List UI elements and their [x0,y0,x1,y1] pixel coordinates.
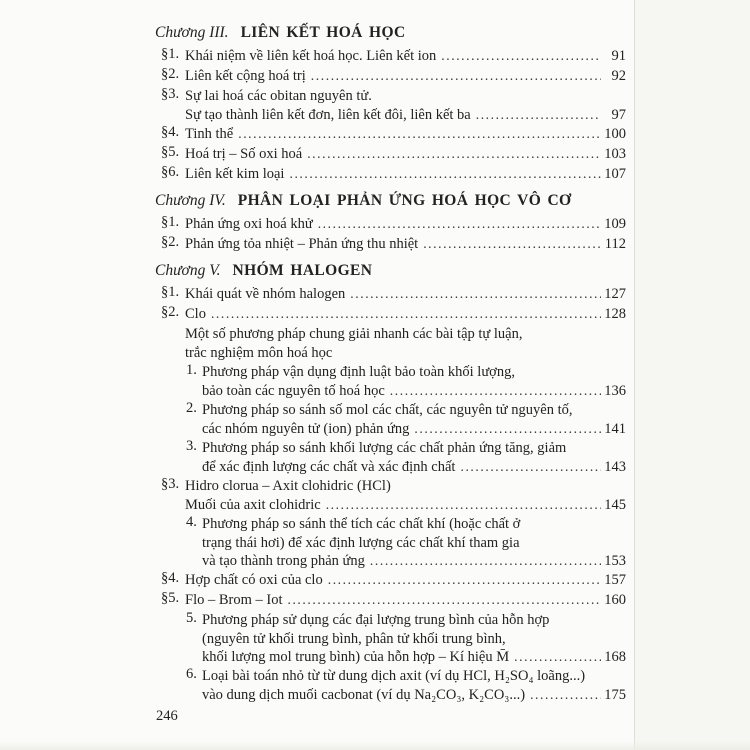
entry-last-line [185,214,626,234]
entry-body [202,666,626,704]
entry-text: Phương pháp vận dụng định luật bảo toàn khối lượng, [202,364,515,380]
entry-body [185,570,626,590]
entry-page-number: 157 [604,572,626,588]
entry-page-number: 168 [604,649,626,665]
entry-body [185,304,626,324]
entry-text: Phản ứng tỏa nhiệt – Phản ứng thu nhiệt [185,236,419,252]
entry-body [202,400,626,438]
section-label: §1. [161,284,180,300]
entry-text: Phương pháp sử dụng các đại lượng trung bình của hỗn hợp [202,612,550,628]
entry-last-line [185,234,626,254]
entry-last-line [202,552,626,570]
chapter-title: NHÓM HALOGEN [232,262,373,279]
dot-leader [311,66,601,86]
toc-chapter-heading [155,189,626,213]
toc-entry [153,590,626,610]
dot-leader [328,570,601,590]
entry-text: các nhóm nguyên tử (ion) phản ứng [202,421,410,437]
entry-body [185,284,626,304]
entry-text: Phương pháp so sánh khối lượng các chất phản ứng tăng, giảm [202,440,567,456]
entry-text: Hidro clorua – Axit clohidric (HCl) [185,478,391,494]
item-number: 1. [186,362,197,378]
entry-page-number: 103 [604,146,626,162]
entry-text: và tạo thành trong phản ứng [202,553,365,569]
toc-entry [153,66,626,86]
entry-page-number: 92 [611,68,626,84]
toc-entry [153,476,626,514]
entry-page-number: 97 [611,107,626,123]
entry-body [185,164,626,184]
dot-leader [318,214,601,234]
dot-leader [370,552,601,570]
entry-text: (nguyên tử khối trung bình, phân tử khối trung bình, [202,631,506,647]
entry-last-line [202,686,626,704]
section-label: §3. [161,476,180,492]
section-label: §2. [161,304,180,320]
entry-last-line [202,420,626,438]
entry-body [185,86,626,124]
entry-text: bảo toàn các nguyên tố hoá học [202,383,385,399]
entry-last-line [185,164,626,184]
entry-body [185,124,626,144]
entry-page-number: 127 [604,286,626,302]
section-label: §5. [161,144,180,160]
dot-leader [350,284,601,304]
section-label: §5. [161,590,180,606]
entry-page-number: 109 [604,216,626,232]
dot-leader [441,46,601,66]
entry-text: khối lượng mol trung bình) của hỗn hợp – Kí hiệu M̄ [202,649,510,665]
toc-entry [153,666,626,704]
entry-page-number: 143 [604,459,626,475]
entry-body [202,438,626,476]
toc-entry [153,400,626,438]
entry-last-line [185,570,626,590]
chapter-title: PHÂN LOẠI PHẢN ỨNG HOÁ HỌC VÔ CƠ [237,192,572,209]
entry-text: Muối của axit clohidric [185,497,321,513]
toc-entry [153,46,626,66]
chapter-title: LIÊN KẾT HOÁ HỌC [240,24,406,41]
entry-last-line [185,106,626,124]
toc-entry [153,234,626,254]
entry-last-line [185,144,626,164]
entry-body [185,214,626,234]
entry-page-number: 153 [604,553,626,569]
entry-body [202,610,626,666]
section-label: §2. [161,234,180,250]
toc-entry [153,124,626,144]
item-number: 6. [186,666,197,682]
entry-body [185,590,626,610]
item-number: 4. [186,514,197,530]
entry-page-number: 160 [604,592,626,608]
dot-leader [238,124,601,144]
toc-chapter-heading [155,259,626,283]
entry-page-number: 145 [604,497,626,513]
entry-text: Khái quát về nhóm halogen [185,286,346,302]
item-number: 2. [186,400,197,416]
entry-text: Hoá trị – Số oxi hoá [185,146,303,162]
entry-text: Clo [185,306,206,322]
toc-entry [153,86,626,124]
entry-last-line [202,458,626,476]
section-label: §1. [161,214,180,230]
entry-text: để xác định lượng các chất và xác định chất [202,459,456,475]
toc-chapter-heading [155,21,626,45]
entry-text: Phản ứng oxi hoá khử [185,216,313,232]
dot-leader [414,420,601,438]
entry-last-line [202,648,626,666]
toc-entry [153,514,626,570]
entry-last-line [185,284,626,304]
entry-text: trạng thái hơi) để xác định lượng các chất khí tham gia [202,535,520,551]
entry-text: Sự lai hoá các obitan nguyên tử. [185,88,372,104]
chapter-label: Chương V. [155,262,221,279]
page-bottom-shadow [0,741,750,750]
entry-text: Hợp chất có oxi của clo [185,572,323,588]
entry-text: Một số phương pháp chung giải nhanh các bài tập tự luận, [185,326,523,342]
section-label: §2. [161,66,180,82]
entry-page-number: 141 [604,421,626,437]
dot-leader [211,304,601,324]
entry-body [185,46,626,66]
dot-leader [514,648,601,666]
entry-text: Phương pháp so sánh số mol các chất, các nguyên tử nguyên tố, [202,402,573,418]
entry-text: Liên kết cộng hoá trị [185,68,306,84]
dot-leader [307,144,601,164]
entry-page-number: 107 [604,166,626,182]
chapter-label: Chương IV. [155,192,226,209]
entry-last-line [202,382,626,400]
toc-entry [153,324,626,362]
toc-entry [153,304,626,324]
entry-page-number: 100 [604,126,626,142]
entry-text: vào dung dịch muối cacbonat (ví dụ Na₂CO₃, K₂CO₃...) [202,687,526,703]
entry-text: Flo – Brom – Iot [185,592,283,608]
page-number: 246 [156,708,178,724]
entry-text: Liên kết kim loại [185,166,285,182]
dot-leader [460,458,601,476]
entry-last-line [185,46,626,66]
item-number: 5. [186,610,197,626]
dot-leader [530,686,601,704]
toc-entry [153,214,626,234]
section-label: §1. [161,46,180,62]
toc-entry [153,610,626,666]
item-number: 3. [186,438,197,454]
toc-entry [153,362,626,400]
entry-last-line [185,590,626,610]
entry-last-line [185,124,626,144]
entry-body [185,476,626,514]
entry-text: Phương pháp so sánh thể tích các chất khí (hoặc chất ở [202,516,521,532]
dot-leader [287,590,601,610]
section-label: §4. [161,124,180,140]
chapter-label: Chương III. [155,24,229,41]
entry-body [185,144,626,164]
entry-last-line [185,496,626,514]
entry-page-number: 112 [604,236,626,252]
entry-body [202,514,626,570]
dot-leader [326,496,601,514]
entry-page-number: 128 [604,306,626,322]
entry-body [185,66,626,86]
entry-text: trắc nghiệm môn hoá học [185,345,333,361]
toc-entry [153,164,626,184]
dot-leader [390,382,601,400]
dot-leader [289,164,601,184]
section-label: §4. [161,570,180,586]
entry-body [202,362,626,400]
entry-text: Khái niệm về liên kết hoá học. Liên kết ion [185,48,437,64]
entry-page-number: 175 [604,687,626,703]
toc-entry [153,438,626,476]
entry-body [185,324,626,362]
toc-entry [153,284,626,304]
entry-text: Sự tạo thành liên kết đơn, liên kết đôi, liên kết ba [185,107,471,123]
dot-leader [476,106,601,124]
entry-last-line [185,304,626,324]
dot-leader [423,234,601,254]
section-label: §3. [161,86,180,102]
entry-last-line [185,66,626,86]
toc-entry [153,144,626,164]
entry-page-number: 136 [604,383,626,399]
entry-body [185,234,626,254]
toc-entry [153,570,626,590]
entry-text: Tinh thể [185,126,234,142]
entry-page-number: 91 [611,48,626,64]
section-label: §6. [161,164,180,180]
entry-text: Loại bài toán nhỏ từ từ dung dịch axit (ví dụ HCl, H₂SO₄ loãng...) [202,668,586,684]
